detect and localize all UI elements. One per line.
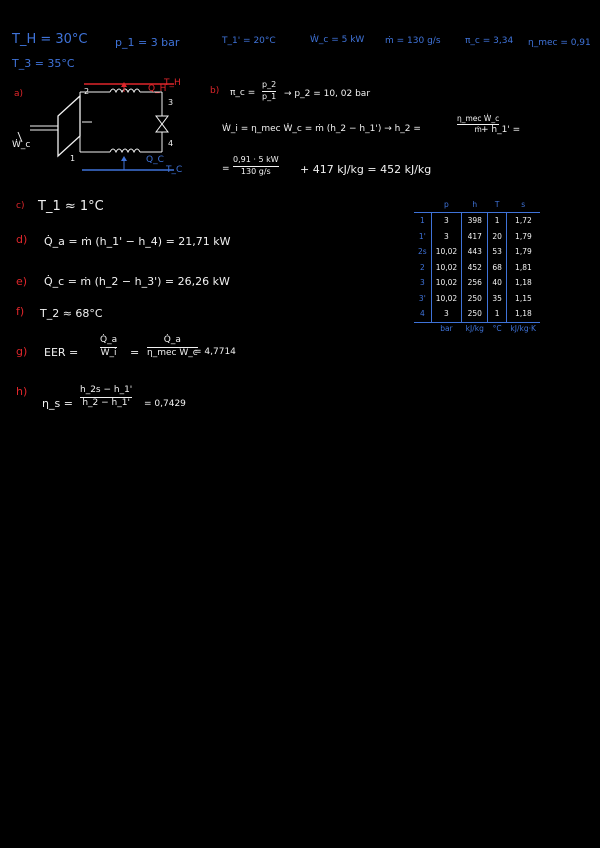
given-etamec: η_mec = 0,91 — [528, 38, 591, 48]
table-cell: 250 — [462, 306, 488, 322]
table-cell: 1,18 — [506, 306, 540, 322]
table-cell: 256 — [462, 275, 488, 291]
table-header: T — [488, 198, 507, 213]
node-3: 3 — [168, 98, 174, 107]
table-cell: 4 — [419, 309, 425, 319]
table-cell: 68 — [488, 260, 507, 276]
eer-fraction-1 — [100, 336, 117, 359]
unit-cell — [414, 322, 431, 335]
h2-tail: + h_1' = — [481, 125, 521, 135]
table-cell: 417 — [462, 229, 488, 245]
frac-den: p_1 — [262, 91, 277, 101]
unit-cell: kJ/kg — [462, 322, 488, 335]
table-cell: 10,02 — [431, 291, 461, 307]
p2-p1-fraction — [262, 81, 276, 102]
part-c-text: T_1 ≈ 1°C — [38, 199, 104, 214]
frac-num: Q̇_a — [163, 335, 181, 345]
frac-num: Q̇_a — [100, 335, 118, 345]
part-f-text: T_2 ≈ 68°C — [40, 307, 103, 320]
unit-cell: °C — [488, 322, 507, 335]
given-mdot: ṁ = 130 g/s — [385, 36, 441, 46]
eer-eq: = — [130, 346, 140, 359]
condenser-coil — [110, 89, 140, 92]
table-cell: 40 — [488, 275, 507, 291]
frac-den: Ẇ_i — [100, 347, 117, 358]
table-row — [414, 213, 540, 229]
part-g-label: g) — [16, 345, 28, 358]
frac-den: η_mec Ẇ_c — [147, 347, 198, 358]
etas-result: = 0,7429 — [144, 399, 186, 409]
table-row — [414, 244, 540, 260]
table-cell: 3 — [431, 229, 461, 245]
table-cell: 1,15 — [506, 291, 540, 307]
table-header-row — [414, 198, 540, 213]
table-cell: 35 — [488, 291, 507, 307]
expansion-valve — [156, 116, 168, 124]
given-TH: T_H = 30°C — [12, 32, 88, 47]
frac-den: h_2 − h_1' — [82, 397, 130, 408]
part-h-label: h) — [16, 385, 28, 398]
TH-label: T_H — [164, 78, 181, 88]
given-Wc: Ẇ_c = 5 kW — [310, 35, 365, 45]
table-cell: 2s — [418, 247, 427, 257]
table-cell: 20 — [488, 229, 507, 245]
table-cell: 10,02 — [431, 244, 461, 260]
table-cell: 3 — [419, 278, 425, 288]
node-2: 2 — [84, 87, 90, 96]
table-cell: 1,81 — [506, 260, 540, 276]
part-c-label: c) — [16, 201, 25, 211]
table-header: h — [462, 198, 488, 213]
table-cell: 3' — [418, 293, 426, 303]
frac-num: η_mec Ẇ_c — [457, 114, 500, 123]
given-pic: π_c = 3,34 — [465, 36, 514, 46]
part-e-text: Q̇_c = ṁ (h_2 − h_3') = 26,26 kW — [44, 275, 230, 288]
line3-lead: = — [222, 164, 230, 174]
node-1: 1 — [70, 154, 76, 163]
part-d-text: Q̇_a = ṁ (h_1' − h_4) = 21,71 kW — [44, 235, 231, 248]
frac-num: h_2s − h_1' — [80, 385, 133, 395]
table-cell: 1,79 — [506, 229, 540, 245]
table-row — [414, 275, 540, 291]
table-cell: 3 — [431, 306, 461, 322]
table-cell: 250 — [462, 291, 488, 307]
pic-eq-lead: π_c = — [230, 88, 256, 98]
part-f-label: f) — [16, 305, 25, 318]
frac-den: ṁ — [474, 125, 482, 135]
table-cell: 10,02 — [431, 260, 461, 276]
eer-result: = 4,7714 — [194, 347, 236, 357]
Wc-label: Ẇ_c — [12, 140, 31, 150]
given-p1: p_1 = 3 bar — [115, 36, 180, 49]
QC-label: Q_C — [146, 155, 164, 165]
h2-numeric-fraction — [233, 156, 279, 177]
unit-cell: kJ/kg·K — [506, 322, 540, 335]
part-e-label: e) — [16, 275, 28, 288]
table-cell: 2 — [419, 262, 425, 272]
table-header — [414, 198, 431, 213]
p2-result: → p_2 = 10, 02 bar — [284, 89, 371, 99]
part-a-label: a) — [14, 89, 24, 99]
h2-equation: Ẇ_i = η_mec Ẇ_c = ṁ (h_2 − h_1') → h_2 = — [222, 124, 421, 134]
state-property-table — [414, 198, 540, 335]
QH-label: Q_H — [148, 84, 167, 94]
table-header: p — [431, 198, 461, 213]
table-row — [414, 306, 540, 322]
table-cell: 1 — [488, 306, 507, 322]
table-cell: 398 — [462, 213, 488, 229]
table-cell: 10,02 — [431, 275, 461, 291]
evaporator-coil — [110, 149, 140, 152]
frac-num: p_2 — [262, 80, 277, 89]
h2-result: + 417 kJ/kg = 452 kJ/kg — [300, 163, 432, 176]
table-row — [414, 229, 540, 245]
table-units-row — [414, 322, 540, 335]
table-header: s — [506, 198, 540, 213]
given-T3: T_3 = 35°C — [12, 57, 75, 70]
etas-fraction — [80, 386, 132, 409]
frac-den: 130 g/s — [240, 166, 271, 176]
eer-lead: EER = — [44, 346, 79, 359]
table-cell: 1 — [488, 213, 507, 229]
table-row — [414, 260, 540, 276]
table-cell: 3 — [431, 213, 461, 229]
table-cell: 53 — [488, 244, 507, 260]
part-d-label: d) — [16, 233, 28, 246]
table-cell: 1 — [419, 216, 425, 226]
table-cell: 1,18 — [506, 275, 540, 291]
table-cell: 443 — [462, 244, 488, 260]
node-4: 4 — [168, 139, 174, 148]
part-b-label: b) — [210, 86, 220, 96]
eer-fraction-2 — [147, 336, 198, 359]
table-cell: 1' — [418, 231, 426, 241]
TC-label: T_C — [166, 165, 183, 175]
table-cell: 452 — [462, 260, 488, 276]
table-cell: 1,72 — [506, 213, 540, 229]
table-row — [414, 291, 540, 307]
frac-num: 0,91 · 5 kW — [233, 155, 279, 164]
compressor-symbol — [58, 96, 80, 156]
unit-cell: bar — [431, 322, 461, 335]
given-T1p: T_1' = 20°C — [222, 36, 276, 46]
etas-lead: η_s = — [42, 397, 73, 410]
table-cell: 1,79 — [506, 244, 540, 260]
